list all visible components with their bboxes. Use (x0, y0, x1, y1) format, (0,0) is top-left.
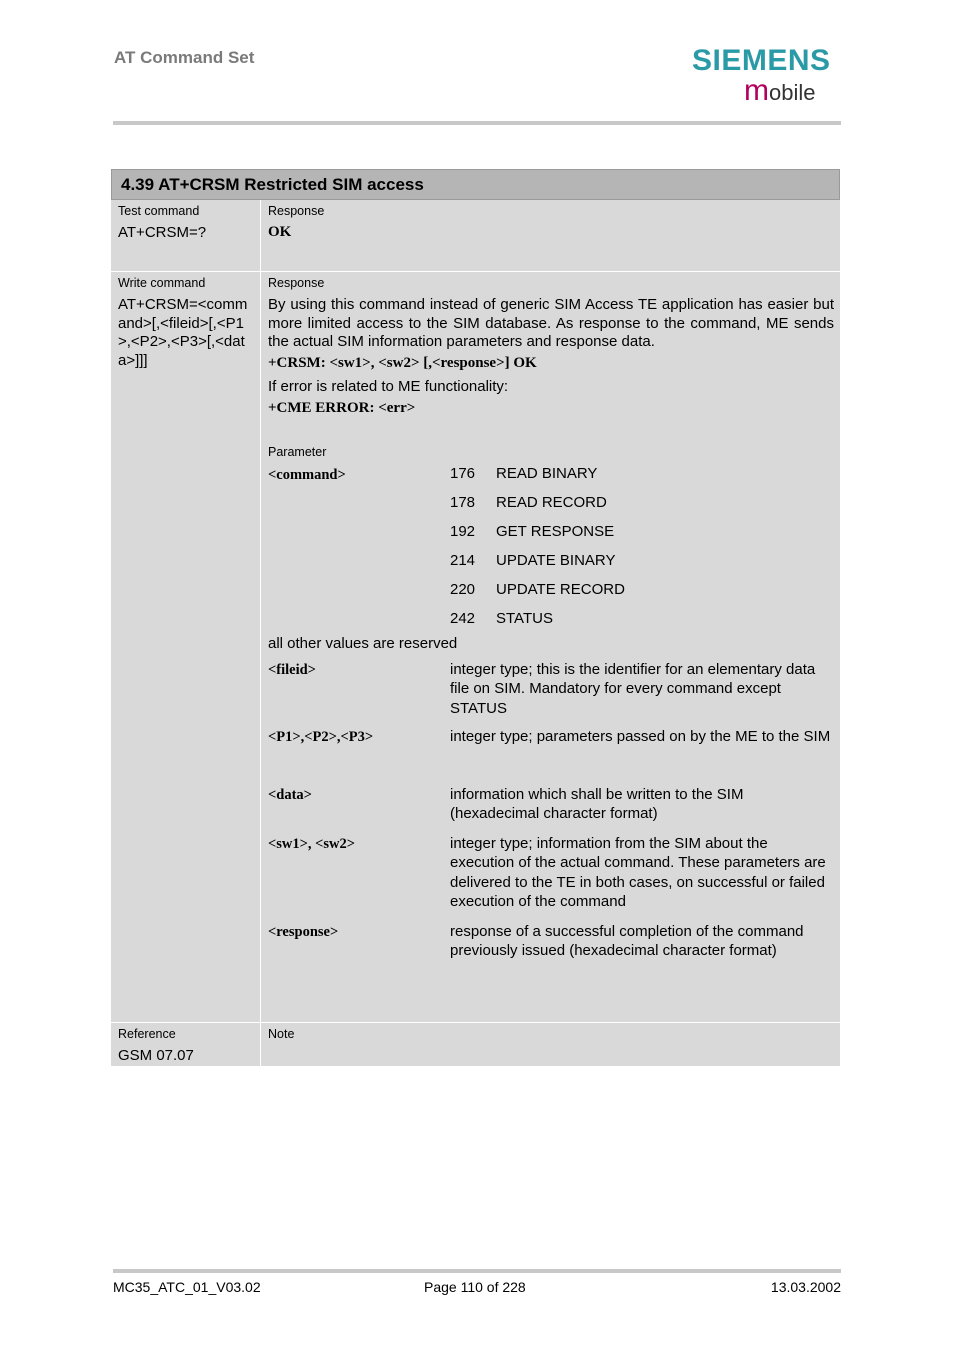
param-data: <data> information which shall be written to the SIM (hexadecimal character format) (268, 785, 744, 822)
reference-row (111, 1023, 840, 1067)
reference-label: Reference (118, 1027, 176, 1041)
write-description: By using this command instead of generic SIM Access TE application has easier but more limited access to the SIM database. As response to the command, ME sends the actual SIM information parameters and response data. (268, 296, 834, 350)
note-label: Note (268, 1027, 295, 1041)
command-value: 192 GET RESPONSE (450, 523, 615, 540)
header-title: AT Command Set (114, 48, 255, 67)
error-format: +CME ERROR: <err> (268, 400, 416, 416)
test-command-label: Test command (118, 204, 200, 218)
param-sw1-sw2: <sw1>, <sw2> integer type; information from the SIM about the execution of the actual command. These parameters are delivered to the TE in both cases, on successful or failed execution of the command (268, 834, 826, 910)
param-response: <response> response of a successful completion of the command previously issued (hexadecimal character format) (268, 922, 804, 959)
test-command: AT+CRSM=? (118, 224, 207, 241)
test-command-row (111, 200, 840, 272)
command-value: 176 READ BINARY (450, 465, 598, 482)
test-response-label: Response (268, 204, 325, 218)
parameter-label: Parameter (268, 445, 327, 459)
section-title: 4.39 AT+CRSM Restricted SIM access (111, 169, 840, 200)
command-values (450, 459, 834, 633)
siemens-mobile-logo (692, 44, 842, 107)
param-fileid: <fileid> integer type; this is the identifier for an elementary data file on SIM. Mandatory for every command except STATUS (268, 660, 816, 717)
footer-doc-id: MC35_ATC_01_V03.02 (113, 1279, 261, 1295)
command-value: 242 STATUS (450, 610, 553, 627)
test-response: OK (268, 224, 292, 240)
command-table (111, 169, 840, 1067)
header-rule (113, 121, 841, 125)
reserved-note: all other values are reserved (268, 635, 458, 652)
write-command-row (111, 272, 840, 1023)
write-command-label: Write command (118, 276, 206, 290)
write-result: +CRSM: <sw1>, <sw2> [,<response>] OK (268, 354, 537, 371)
command-value: 178 READ RECORD (450, 494, 607, 511)
footer-date: 13.03.2002 (770, 1279, 841, 1295)
logo-sub: mobile (744, 74, 816, 107)
command-param (268, 465, 834, 633)
reference-value: GSM 07.07 (118, 1047, 194, 1064)
footer-rule (113, 1269, 841, 1273)
command-value: 220 UPDATE RECORD (450, 581, 625, 598)
command-param-name: <command> (268, 467, 346, 483)
error-intro: If error is related to ME functionality: (268, 377, 509, 395)
param-p1-p2-p3: <P1>,<P2>,<P3> integer type; parameters passed on by the ME to the SIM (268, 728, 831, 745)
write-command: AT+CRSM=<command>[,<fileid>[,<P1>,<P2>,<P3>[,<data>]]] (118, 296, 248, 369)
command-value: 214 UPDATE BINARY (450, 552, 616, 569)
write-response-label: Response (268, 276, 325, 290)
logo-brand: SIEMENS (692, 44, 831, 77)
footer-page: Page 110 of 228 (424, 1279, 526, 1295)
